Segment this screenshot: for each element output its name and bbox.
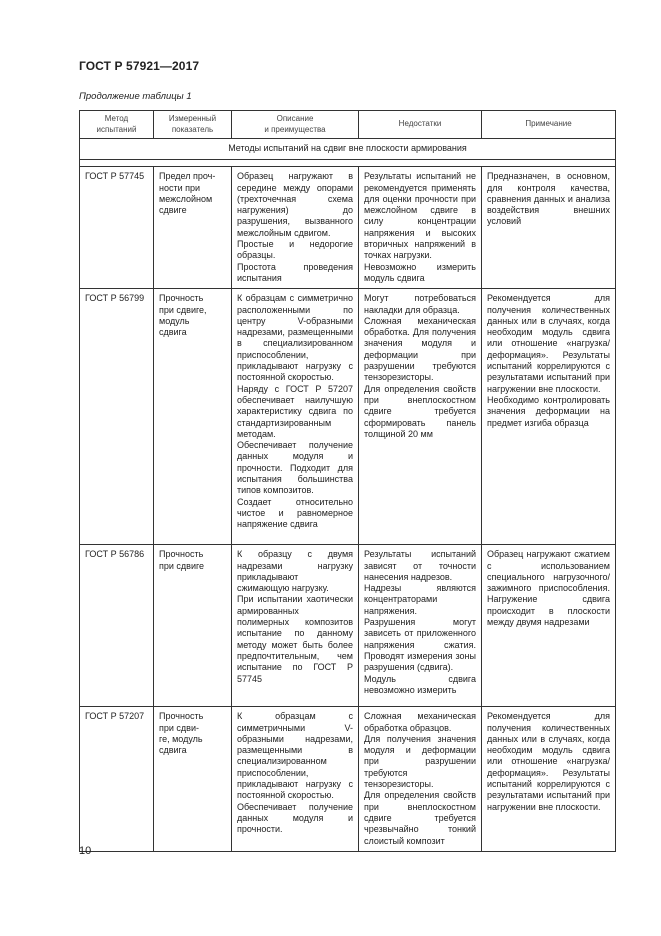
description-paragraph: Простые и недорогие образцы. (237, 239, 353, 261)
description-paragraph: Обеспечивает получение данных модуля и прочности. Подходит для испытания большинства типов композитов. (237, 440, 353, 496)
column-header-drawbacks: Недостатки (359, 111, 482, 139)
indicator-text: Предел проч- ности при межслойном сдвиге (159, 171, 216, 216)
indicator-text: Прочность при сдви- ге, модуль сдвига (159, 711, 204, 756)
indicator-text: Прочность при сдвиге, модуль сдвига (159, 293, 207, 338)
drawbacks-paragraph: Для определения свойств при внеплоскостном сдвиге требуется чрезвычайно тонкий слоистый композит (364, 790, 476, 846)
description-cell (232, 167, 359, 289)
section-row (80, 139, 616, 160)
table-row (80, 545, 616, 707)
column-header-indicator: Измеренный показатель (154, 111, 232, 139)
section-title: Методы испытаний на сдвиг вне плоскости армирования (80, 139, 616, 160)
methods-table (79, 110, 616, 852)
method-cell (80, 545, 154, 707)
table-header-row (80, 111, 616, 139)
notes-cell (482, 545, 616, 707)
description-cell (232, 545, 359, 707)
description-cell (232, 289, 359, 545)
method-cell (80, 289, 154, 545)
drawbacks-paragraph: Для определения свойств при внеплоскостном сдвиге требуется сформировать панель толщиной 20 мм (364, 383, 476, 439)
method-cell (80, 167, 154, 289)
notes-paragraph: Необходимо контролировать значения деформации на предмет изгиба образца (487, 394, 610, 428)
description-paragraph: Обеспечивает получение данных модуля и прочности. (237, 801, 353, 835)
table-continuation-caption: Продолжение таблицы 1 (79, 91, 192, 102)
notes-cell (482, 167, 616, 289)
drawbacks-paragraph: Могут потребоваться накладки для образца. (364, 293, 476, 315)
column-header-notes: Примечание (482, 111, 616, 139)
table-body (80, 167, 616, 852)
drawbacks-paragraph: Модуль сдвига невозможно измерить (364, 673, 476, 695)
description-paragraph: При испытании хаотически армированных полимерных композитов испытание по данному методу может быть более предпочтительным, чем испытание по ГОСТ Р 57745 (237, 594, 353, 684)
description-paragraph: К образцу с двумя надрезами нагрузку прикладывают сжимающую нагрузку. (237, 549, 353, 594)
drawbacks-paragraph: Сложная механическая обработка образцов. (364, 711, 476, 733)
indicator-cell (154, 707, 232, 852)
drawbacks-paragraph: Надрезы являются концентраторами напряжения. (364, 583, 476, 616)
description-cell (232, 707, 359, 852)
notes-paragraph: Рекомендуется для получения количественных данных или в случаях, когда необходим модуль сдвига или отношение «нагрузка/деформация». Результаты испытаний коррелируются с результатами испытаний при нагружении вне плоскости. (487, 711, 610, 812)
description-paragraph: Наряду с ГОСТ Р 57207 обеспечивает наилучшую характеристику сдвига по стандартизированным методам. (237, 383, 353, 439)
page-number: 10 (79, 845, 92, 857)
method-text: ГОСТ Р 56786 (85, 549, 145, 560)
drawbacks-paragraph: Разрушения могут зависеть от приложенного напряжения сжатия. Проводят измерения зоны разрушения (сдвига). (364, 617, 476, 673)
drawbacks-paragraph: Результаты испытаний не рекомендуется применять для оценки прочности при межслойном сдвиге в силу концентрации напряжения и высоких вторичных напряжений в точках нагрузки. (364, 171, 476, 261)
drawbacks-cell (359, 545, 482, 707)
indicator-cell (154, 545, 232, 707)
method-text: ГОСТ Р 56799 (85, 293, 145, 304)
drawbacks-paragraph: Сложная механическая обработка. Для получения значения модуля и деформации при разрушении требуются тензорезисторы. (364, 315, 476, 383)
standard-header: ГОСТ Р 57921—2017 (79, 59, 200, 73)
notes-paragraph: Образец нагружают сжатием с использованием специального нагрузочного/зажимного приспособления. Нагружение сдвига происходит в плоскости между двумя надрезами (487, 549, 610, 628)
indicator-cell (154, 289, 232, 545)
drawbacks-cell (359, 289, 482, 545)
indicator-cell (154, 167, 232, 289)
method-text: ГОСТ Р 57745 (85, 171, 145, 182)
table-row (80, 289, 616, 545)
drawbacks-paragraph: Для получения значения модуля и деформации при разрушении требуются тензорезисторы. (364, 733, 476, 790)
section-gap-row (80, 160, 616, 167)
method-text: ГОСТ Р 57207 (85, 711, 145, 722)
notes-cell (482, 707, 616, 852)
notes-paragraph: Предназначен, в основном, для контроля качества, сравнения данных и анализа воздействия внешних условий (487, 171, 610, 227)
description-paragraph: Простота проведения испытания (237, 261, 353, 283)
description-paragraph: Образец нагружают в середине между опорами (трехточечная схема нагружения) до разрушения, вызванного межслойным сдвигом. (237, 171, 353, 238)
description-paragraph: Создает относительно чистое и равномерное напряжение сдвига (237, 496, 353, 530)
drawbacks-cell (359, 167, 482, 289)
indicator-text: Прочность при сдвиге (159, 549, 205, 571)
method-cell (80, 707, 154, 852)
notes-paragraph: Рекомендуется для получения количественных данных или в случаях, когда необходим модуль сдвига или отношение «нагрузка/деформация». Результаты испытаний коррелируются с результатами испытаний при нагружении вне плоскости. (487, 293, 610, 394)
table-row (80, 167, 616, 289)
drawbacks-paragraph: Результаты испытаний зависят от точности нанесения надрезов. (364, 549, 476, 582)
drawbacks-paragraph: Невозможно измерить модуль сдвига (364, 261, 476, 283)
drawbacks-cell (359, 707, 482, 852)
column-header-description: Описание и преимущества (232, 111, 359, 139)
table-row (80, 707, 616, 852)
column-header-method: Метод испытаний (80, 111, 154, 139)
notes-cell (482, 289, 616, 545)
description-paragraph: К образцам с симметричными V-образными надрезами, размещенными в специализированном приспособлении, прикладывают нагрузку с постоянной скоростью. (237, 711, 353, 801)
description-paragraph: К образцам с симметрично расположенными по центру V-образными надрезами, размещенными в специализированном приспособлении, прикладывают нагрузку с постоянной скоростью. (237, 293, 353, 383)
